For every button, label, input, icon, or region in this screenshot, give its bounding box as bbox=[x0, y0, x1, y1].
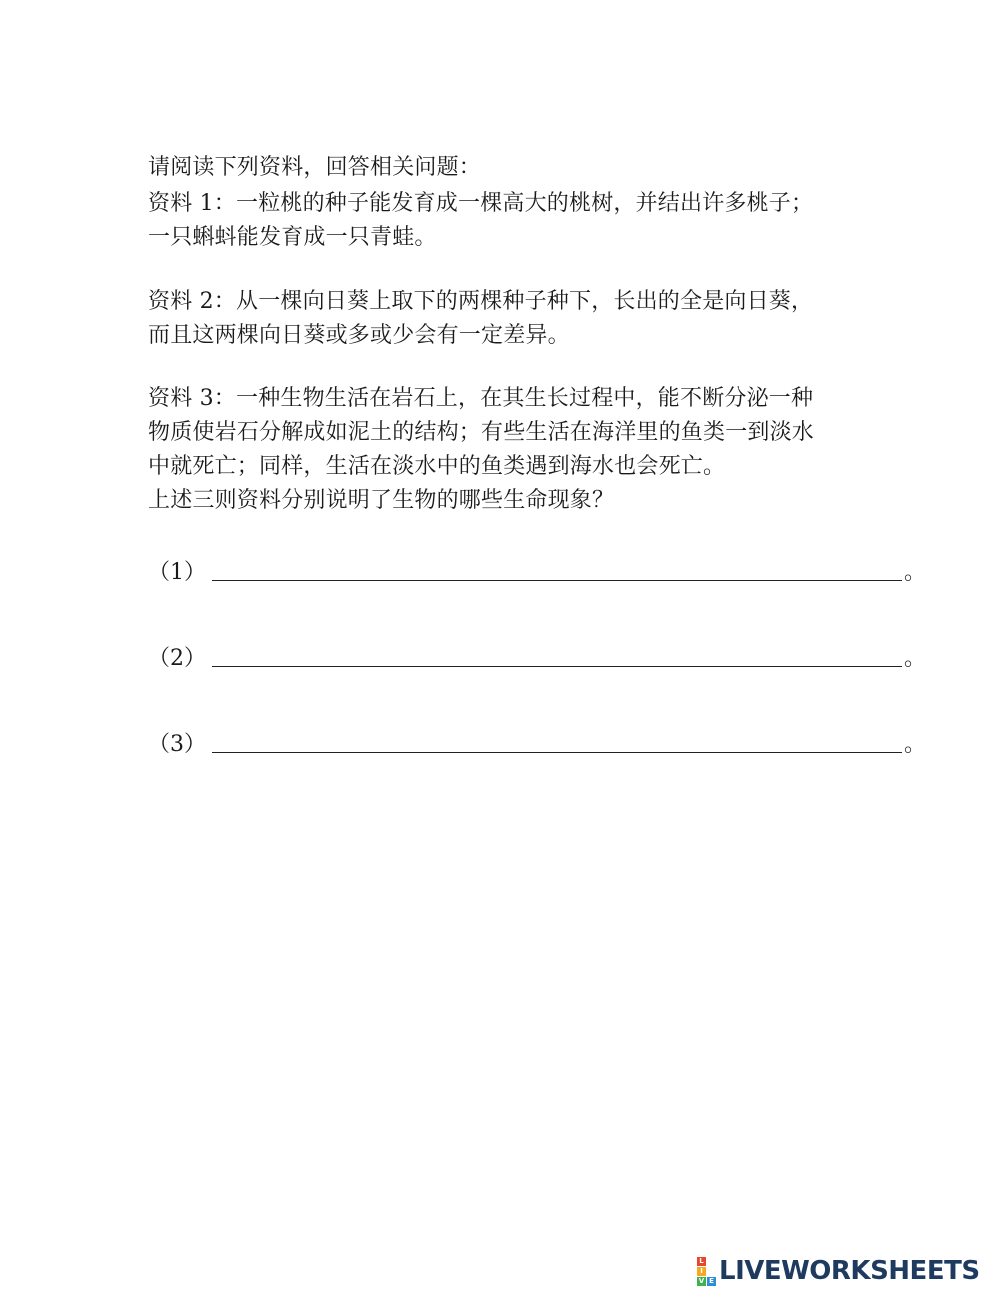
instruction-line: 请阅读下列资料，回答相关问题： bbox=[148, 155, 482, 180]
answer-row-2 bbox=[148, 642, 928, 676]
answer-blank-2[interactable] bbox=[212, 666, 902, 667]
answer-end-1: 。 bbox=[904, 560, 927, 585]
answer-blank-3[interactable] bbox=[212, 752, 902, 753]
logo-block-l: L bbox=[697, 1257, 706, 1266]
material-3-line-2: 物质使岩石分解成如泥土的结构；有些生活在海洋里的鱼类一到淡水 bbox=[148, 420, 815, 445]
material-2-line-1: 资料 2：从一棵向日葵上取下的两棵种子种下，长出的全是向日葵， bbox=[148, 289, 814, 314]
answer-row-3 bbox=[148, 728, 928, 762]
logo-block-v: V bbox=[698, 1276, 705, 1285]
material-3-line-3: 中就死亡；同样，生活在淡水中的鱼类遇到海水也会死亡。 bbox=[148, 454, 726, 479]
material-3-line-1: 资料 3：一种生物生活在岩石上，在其生长过程中，能不断分泌一种 bbox=[148, 386, 814, 411]
liveworksheets-logo bbox=[697, 1257, 980, 1285]
answer-blank-1[interactable] bbox=[212, 580, 902, 581]
answer-end-2: 。 bbox=[904, 646, 927, 671]
logo-text: LIVEWORKSHEETS bbox=[719, 1256, 980, 1286]
logo-blocks-icon bbox=[697, 1257, 716, 1286]
question-line: 上述三则资料分别说明了生物的哪些生命现象？ bbox=[148, 488, 615, 513]
answer-label-3: （3） bbox=[148, 732, 206, 757]
answer-label-1: （1） bbox=[148, 560, 206, 585]
material-2-line-2: 而且这两棵向日葵或多或少会有一定差异。 bbox=[148, 323, 570, 348]
answer-label-2: （2） bbox=[148, 646, 206, 671]
logo-block-e: E bbox=[707, 1277, 716, 1286]
logo-block-i: I bbox=[697, 1267, 706, 1276]
material-1-line-1: 资料 1：一粒桃的种子能发育成一棵高大的桃树，并结出许多桃子； bbox=[148, 191, 814, 216]
answer-end-3: 。 bbox=[904, 732, 927, 757]
material-1-line-2: 一只蝌蚪能发育成一只青蛙。 bbox=[148, 225, 437, 250]
answer-row-1 bbox=[148, 556, 928, 590]
